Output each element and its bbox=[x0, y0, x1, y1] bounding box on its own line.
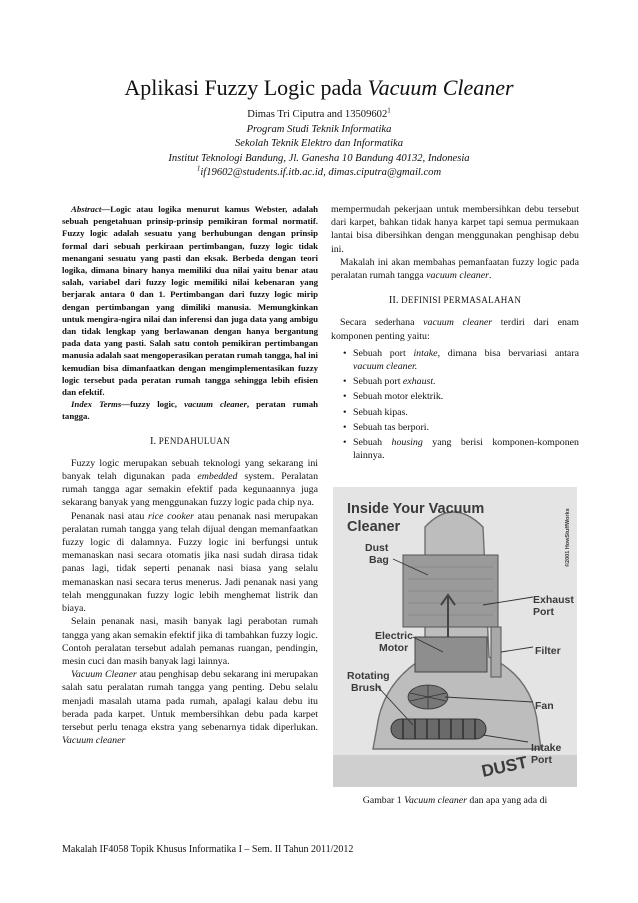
author-institute: Institut Teknologi Bandung, Jl. Ganesha 10 Bandung 40132, Indonesia bbox=[168, 152, 470, 164]
label-rotating: Rotating bbox=[347, 670, 390, 682]
b2b: exhaust. bbox=[402, 376, 436, 388]
label-brush: Brush bbox=[351, 682, 382, 694]
b1a: Sebuah port bbox=[353, 347, 414, 359]
index-terms-c: , peratan rumah tangga. bbox=[62, 399, 318, 422]
index-terms bbox=[62, 398, 318, 422]
label-motor: Motor bbox=[379, 642, 409, 654]
index-terms-b: vacuum cleaner bbox=[184, 399, 247, 410]
intro-p1c: system. Peralatan rumah tangga agar semakin efektif pada kegunaannya juga sekarang banyak yang menggunakan fuzzy logic pada chip nya. bbox=[62, 471, 319, 509]
list-item: • Sebuah motor elektrik. bbox=[353, 390, 579, 403]
author-sup: 1 bbox=[387, 106, 391, 115]
intro-r2 bbox=[331, 256, 579, 282]
intro-p2b: rice cooker bbox=[148, 510, 194, 522]
section2-title: DEFINISI PERMASALAHAN bbox=[401, 295, 522, 306]
intro-p1 bbox=[62, 457, 318, 510]
author-block bbox=[0, 108, 638, 181]
paper-title bbox=[0, 74, 638, 102]
b6a: Sebuah bbox=[353, 437, 392, 449]
label-filter: Filter bbox=[535, 645, 561, 657]
b1d: vacuum cleaner. bbox=[353, 361, 418, 373]
intro-p3: Selain penanak nasi, masih banyak lagi perabotan rumah tangga yang akan semakin efektif jika di tambahkan fuzzy logic. Contoh peralatan tersebut adalah pemanas ruangan, pendingin, mesin cuci dan masih banyak lagi lainnya. bbox=[62, 616, 318, 667]
intro-r2a: Makalah ini akan membahas pemanfaatan fuzzy logic pada peralatan rumah tangga bbox=[331, 256, 579, 282]
definisi-p bbox=[331, 316, 579, 342]
abstract-text: —Logic atau logika menurut kamus Webster, adalah sebuah pengetahuan prinsip-prinsip pemikiran formal normatif. Fuzzy logic adalah sesuatu yang berhubungan dengan prinsip formal dari sebuah perkiraan pertimbangan, fuzzy logic tidak menangani sesuatu yang pasti dan eksak. Berbeda dengan teori logika, dimana binary hanya memiliki dua nilai yaitu benar atau salah, variabel dari fuzzy logic memiliki nilai kebenaran yang berjarak antara 0 dan 1. Pertimbangan dari fuzzy logic mirip dengan pertimbangan yang dimiliki manusia. Memungkinkan untuk mengira-ngira nilai dan inferensi dan juga data yang ambigu dan tidak lengkap yang berlawanan dengan hanya bergantung pada data yang pasti. Salah satu contoh pemikiran pertimbangan manusia adalah saat mengoperasikan peratan rumah tangga, hal ini kemudian bisa dimanfaatkan dengan mengimplementasikan fuzzy logic tersebut pada peratan rumah tangga sehingga lebih efisien dan efektif. bbox=[62, 204, 318, 398]
figure-caption bbox=[331, 795, 579, 806]
section1-num: I. bbox=[149, 435, 159, 447]
intro-r2b: vacuum cleaner bbox=[426, 270, 489, 282]
figure-heading-1: Inside Your Vacuum bbox=[347, 501, 485, 517]
figure-heading-2: Cleaner bbox=[347, 519, 401, 535]
list-item bbox=[353, 375, 579, 388]
intro-p1a: Fuzzy logic merupakan sebuah teknologi yang sekarang ini banyak telah digunakan pada bbox=[62, 457, 318, 483]
caption-a: Gambar 1 bbox=[362, 795, 405, 806]
intro-p2 bbox=[62, 510, 318, 616]
label-intake-port: Port bbox=[531, 754, 552, 766]
component-list bbox=[331, 347, 579, 463]
b1b: intake, bbox=[413, 347, 441, 359]
index-terms-a: —fuzzy logic, bbox=[121, 399, 185, 410]
abstract-label: Abstract bbox=[71, 204, 102, 214]
page-footer: Makalah IF4058 Topik Khusus Informatika I – Sem. II Tahun 2011/2012 bbox=[62, 844, 354, 855]
definisi-pa: Secara sederhana bbox=[340, 317, 424, 329]
label-exhaust-port: Port bbox=[533, 606, 554, 618]
intro-p2a: Penanak nasi atau bbox=[71, 510, 148, 522]
label-fan: Fan bbox=[535, 700, 554, 712]
b6b: housing bbox=[391, 437, 423, 449]
filter-shape bbox=[491, 627, 501, 677]
intro-p4c: Vacuum cleaner bbox=[62, 735, 126, 747]
vacuum-cleaner-figure bbox=[333, 487, 577, 787]
intro-r1: mempermudah pekerjaan untuk membersihkan debu tersebut dari karpet, bahkan tidak hanya karpet tapi semua permukaan lantai bisa dibersihkan dengan menggunakan penghisap debu ini. bbox=[331, 204, 579, 255]
left-column bbox=[62, 203, 318, 747]
caption-b: Vacuum cleaner bbox=[404, 795, 467, 806]
figure-copyright: ©2001 HowStuffWorks bbox=[565, 508, 571, 567]
intro-p4 bbox=[62, 668, 318, 747]
section-heading-1 bbox=[62, 435, 318, 448]
section2-num: II. bbox=[388, 295, 402, 307]
motor-shape bbox=[415, 637, 487, 672]
intro-p4b: atau penghisap debu sekarang ini merupakan salah satu peralatan rumah tangga yang penting. Debu selalu menjadi masalah utama pada rumah, apalagi kalau debu itu berada pada karpet. Untuk membersihkan debu pada karpet tersebut perlu tenaga ekstra yang sebenarnya tidak diperlukan. bbox=[62, 669, 319, 733]
label-dust: Dust bbox=[365, 542, 389, 554]
email-sup: 1 bbox=[196, 164, 201, 173]
intro-p2c: atau penanak nasi merupakan peralatan rumah tangga yang telah dijual dengan memanfaatkan fuzzy logic di dalamnya. Fuzzy logic ini berfungsi untuk memanaskan nasi secara otomatis jika nasi sudah dirasa tidak panas lagi, tidak seperti penanak nasi biasa yang selalu memanaskan nasi secara terus menerus. Jadi penanak nasi yang telah menggunakan fuzzy logic lebih menghemat listrik dan biaya. bbox=[62, 510, 318, 615]
caption-c: dan apa yang ada di bbox=[466, 795, 548, 806]
definisi-pb: vacuum cleaner bbox=[423, 317, 493, 329]
list-item bbox=[353, 436, 579, 462]
abstract bbox=[62, 203, 318, 398]
b6c: yang berisi komponen-komponen lainnya. bbox=[353, 437, 579, 462]
definisi-pc: terdiri dari enam komponen penting yaitu: bbox=[331, 317, 579, 342]
author-names: Dimas Tri Ciputra and 13509602 bbox=[247, 109, 388, 120]
b1c: dimana bisa bervariasi antara bbox=[440, 347, 579, 359]
intro-r2c: . bbox=[488, 270, 492, 282]
section1-title: PENDAHULUAN bbox=[158, 435, 231, 446]
list-item: • Sebuah kipas. bbox=[353, 406, 579, 419]
author-school: Sekolah Teknik Elektro dan Informatika bbox=[234, 138, 404, 149]
title-main: Aplikasi Fuzzy Logic pada bbox=[124, 75, 368, 100]
label-intake: Intake bbox=[531, 742, 562, 754]
author-program: Program Studi Teknik Informatika bbox=[246, 123, 392, 135]
title-italic: Vacuum Cleaner bbox=[367, 75, 514, 100]
label-bag: Bag bbox=[369, 554, 389, 566]
label-electric: Electric bbox=[375, 630, 413, 642]
list-item: • Sebuah tas berpori. bbox=[353, 421, 579, 434]
floor-text: DUST bbox=[479, 752, 530, 781]
list-item bbox=[353, 347, 579, 373]
section-heading-2 bbox=[331, 294, 579, 307]
right-column bbox=[331, 203, 579, 464]
b2a: Sebuah port bbox=[353, 376, 403, 388]
intro-p4a: Vacuum Cleaner bbox=[71, 669, 137, 681]
fan-shape bbox=[408, 685, 448, 709]
intro-p1b: embedded bbox=[197, 471, 238, 483]
label-exhaust: Exhaust bbox=[533, 594, 574, 606]
author-email: if19602@students.if.itb.ac.id, dimas.ciputra@gmail.com bbox=[200, 167, 442, 178]
index-terms-label: Index Terms bbox=[71, 399, 122, 410]
